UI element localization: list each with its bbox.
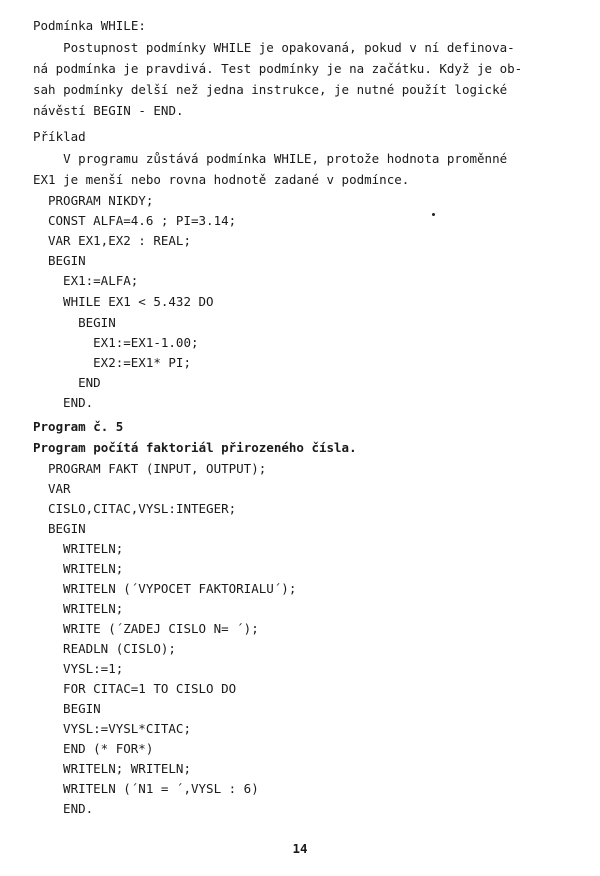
code-line: WRITELN;	[48, 601, 124, 616]
code-line: WRITE (´ZADEJ CISLO N= ´);	[48, 621, 259, 636]
code-line: EX1:=EX1-1.00;	[48, 335, 199, 350]
program-heading: Program č. 5	[33, 419, 124, 434]
code-line: END	[48, 375, 101, 390]
code-line: WRITELN (´VYPOCET FAKTORIALU´);	[48, 581, 297, 596]
example-heading: Příklad	[33, 129, 86, 144]
code-line: WRITELN;	[48, 561, 124, 576]
code-line: WHILE EX1 < 5.432 DO	[48, 294, 214, 309]
code-line: END.	[48, 801, 94, 816]
page-number: 14	[292, 841, 308, 856]
code-line: END (* FOR*)	[48, 741, 154, 756]
code-line: WRITELN; WRITELN;	[48, 761, 191, 776]
paragraph-line: Postupnost podmínky WHILE je opakovaná, pokud v ní definova-	[33, 40, 515, 55]
code-line: READLN (CISLO);	[48, 641, 176, 656]
code-line: BEGIN	[48, 701, 101, 716]
code-line: VYSL:=1;	[48, 661, 124, 676]
code-line: VYSL:=VYSL*CITAC;	[48, 721, 191, 736]
code-line: BEGIN	[48, 315, 116, 330]
paragraph-line: ná podmínka je pravdivá. Test podmínky je na začátku. Když je ob-	[33, 61, 523, 76]
code-line: VAR	[48, 481, 71, 496]
code-line: CONST ALFA=4.6 ; PI=3.14;	[48, 213, 237, 228]
paragraph-line: sah podmínky delší než jedna instrukce, je nutné použít logické	[33, 82, 508, 97]
code-line: WRITELN;	[48, 541, 124, 556]
code-line: EX1:=ALFA;	[48, 273, 139, 288]
section-heading-while: Podmínka WHILE:	[33, 18, 146, 33]
code-line: VAR EX1,EX2 : REAL;	[48, 233, 191, 248]
code-line: BEGIN	[48, 253, 86, 268]
program-description: Program počítá faktoriál přirozeného čísla.	[33, 440, 357, 455]
paragraph-line: návěstí BEGIN - END.	[33, 103, 184, 118]
code-line: PROGRAM NIKDY;	[48, 193, 154, 208]
code-line: FOR CITAC=1 TO CISLO DO	[48, 681, 237, 696]
code-line: CISLO,CITAC,VYSL:INTEGER;	[48, 501, 237, 516]
code-line: BEGIN	[48, 521, 86, 536]
code-line: EX2:=EX1* PI;	[48, 355, 191, 370]
code-line: END.	[48, 395, 94, 410]
paragraph-line: V programu zůstává podmínka WHILE, protože hodnota proměnné	[33, 151, 508, 166]
stray-dot	[432, 213, 435, 216]
code-line: WRITELN (´N1 = ´,VYSL : 6)	[48, 781, 259, 796]
code-line: PROGRAM FAKT (INPUT, OUTPUT);	[48, 461, 267, 476]
paragraph-line: EX1 je menší nebo rovna hodnotě zadané v podmínce.	[33, 172, 410, 187]
